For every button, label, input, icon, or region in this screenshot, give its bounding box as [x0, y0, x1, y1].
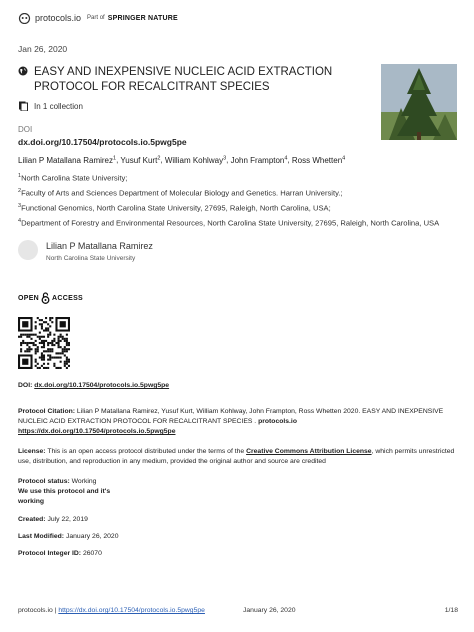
footer-doi-link[interactable]: https://dx.doi.org/10.17504/protocols.io.5pwg5pe [58, 607, 205, 614]
protocol-id-label: Protocol Integer ID: [18, 550, 82, 557]
footer-separator: | [54, 607, 57, 614]
doi-line [18, 381, 458, 391]
open-lock-icon [41, 292, 50, 304]
affiliation-item: $^4$Department of Forestry and Environmental Resources, North Carolina State University, 27695, Raleigh, North Carolina, USA [18, 218, 440, 228]
author-name[interactable]: Lilian P Matallana Ramirez$^1$ [18, 155, 117, 165]
citation-link[interactable]: https://dx.doi.org/10.17504/protocols.io.5pwg5pe [18, 428, 176, 435]
open-access-text-left: OPEN [18, 294, 40, 302]
status-value: Working [71, 478, 97, 485]
license-text-pre: This is an open access protocol distributed under the terms of the [47, 448, 245, 455]
citation-text: Lilian P Matallana Ramirez, Yusuf Kurt, William Kohlway, John Frampton, Ross Whetten 2020. EASY AND INEXPENSIVE NUCLEIC ACID EXTRACTION PROTOCOL FOR RECALCITRANT SPECIES . [18, 408, 444, 425]
protocol-title: EASY AND INEXPENSIVE NUCLEIC ACID EXTRACTION PROTOCOL FOR RECALCITRANT SPECIES [34, 66, 333, 93]
author-list: Lilian P Matallana Ramirez$^1$, Yusuf Kurt$^2$, William Kohlway$^3$, John Frampton$^4$, Ross Whetten$^4$ [18, 155, 346, 165]
author-card-affiliation: North Carolina State University [46, 255, 136, 262]
affiliation-item: $^2$Faculty of Arts and Sciences Department of Molecular Biology and Genetics. Harran University.; [18, 188, 343, 198]
protocol-citation [18, 407, 458, 437]
citation-site: protocols.io [258, 418, 297, 425]
publish-date: Jan 26, 2020 [18, 44, 68, 54]
page-footer [18, 607, 458, 614]
avatar [18, 240, 38, 260]
affiliation-item: $^1$North Carolina State University; [18, 173, 128, 183]
license-label: License: [18, 448, 46, 455]
author-card[interactable] [18, 240, 153, 262]
created-date [18, 515, 458, 525]
citation-label: Protocol Citation: [18, 408, 76, 415]
last-modified [18, 532, 458, 542]
affiliation-item: $^3$Functional Genomics, North Carolina State University, 27695, Raleigh, North Carolina, USA; [18, 203, 331, 213]
license-block [18, 447, 458, 467]
created-value: July 22, 2019 [47, 516, 88, 523]
doi-line-label: DOI: [18, 382, 33, 389]
doi-label: DOI [18, 125, 33, 134]
collection-info[interactable] [18, 101, 83, 111]
title-row [18, 65, 363, 95]
qr-code-icon [18, 317, 70, 369]
license-text-post: , which permits unrestricted use, distribution, and reproduction in any medium, provided the original author and source are credited [18, 448, 455, 465]
doi-link[interactable]: dx.doi.org/10.17504/protocols.io.5pwg5pe [18, 137, 187, 147]
modified-value: January 26, 2020 [65, 533, 119, 540]
license-link[interactable]: Creative Commons Attribution License [246, 448, 372, 455]
part-of-label: Part of [87, 15, 105, 21]
site-logo-text[interactable]: protocols.io [35, 13, 82, 23]
footer-site[interactable]: protocols.io [18, 607, 53, 614]
created-label: Created: [18, 516, 46, 523]
doi-line-link[interactable]: dx.doi.org/10.17504/protocols.io.5pwg5pe [34, 382, 170, 389]
author-name[interactable]: John Frampton$^4$ [230, 155, 288, 165]
protocol-status [18, 477, 458, 507]
publisher-logo: SPRINGER NATURE [107, 14, 178, 22]
protocols-logo-icon [18, 13, 31, 24]
status-label: Protocol status: [18, 478, 70, 485]
affiliations [18, 170, 458, 230]
status-note-line2: working [18, 498, 45, 505]
protocol-thumbnail-image [381, 64, 457, 140]
author-name[interactable]: William Kohlway$^3$ [164, 155, 227, 165]
author-name[interactable]: Ross Whetten$^4$ [291, 155, 346, 165]
header-bar [18, 10, 178, 26]
protocol-integer-id [18, 549, 458, 559]
author-card-name: Lilian P Matallana Ramirez [46, 241, 153, 251]
collection-icon [18, 101, 28, 111]
footer-page-number: 1/18 [444, 607, 458, 614]
author-name[interactable]: Yusuf Kurt$^2$ [120, 155, 161, 165]
collection-label: In 1 collection [34, 101, 83, 111]
protocol-id-value: 26070 [82, 550, 102, 557]
modified-label: Last Modified: [18, 533, 65, 540]
globe-icon [18, 66, 28, 76]
open-access-text-right: ACCESS [52, 294, 84, 302]
status-note-line1: We use this protocol and it's [18, 488, 111, 495]
open-access-badge [18, 292, 83, 304]
footer-date: January 26, 2020 [243, 607, 296, 614]
